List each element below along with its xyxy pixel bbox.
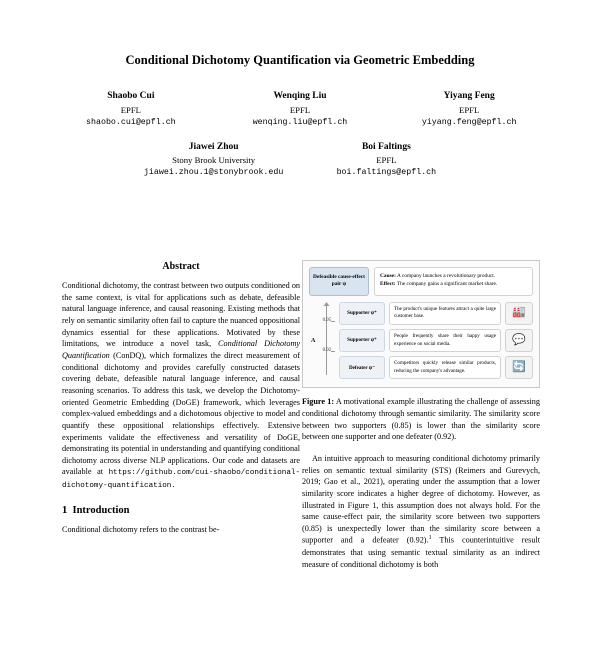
author-affiliation: Stony Brook University: [172, 155, 256, 166]
author-shaobo-cui: [46, 90, 215, 128]
row-text: The product's unique features attract a quite large customer base.: [389, 302, 501, 325]
right-paragraph-1b: This counterintuitive result demonstrates that using semantic textual similarity as an indirect measure of conditional dichotomy is both: [302, 536, 540, 569]
abstract-url[interactable]: https://github.com/cui-shaobo/conditional-dichotomy-quantification.: [62, 469, 300, 491]
effect-line: [380, 280, 527, 288]
author-name: Yiyang Feng: [443, 91, 495, 102]
footnote-marker: 1: [428, 535, 432, 542]
figure-caption: [302, 396, 540, 443]
figure-row-defeater: [339, 356, 533, 379]
defeasible-pair-box: Defeasible cause-effect pair ψ: [309, 267, 369, 296]
axis-letter: A: [311, 338, 316, 345]
figure-caption-label: Figure 1:: [302, 397, 335, 407]
figure-body: [309, 302, 533, 380]
cause-label: Cause:: [380, 273, 396, 279]
author-affiliation: EPFL: [289, 105, 311, 116]
section-heading-introduction: [62, 504, 300, 519]
abstract-heading: Abstract: [162, 261, 200, 272]
author-email: boi.faltings@epfl.ch: [336, 168, 437, 178]
author-name: Boi Faltings: [361, 141, 411, 152]
cause-text: A company launches a revolutionary product.: [396, 273, 496, 279]
abstract-text-1: Conditional dichotomy, the contrast between two outputs conditioned on the same context, is vital for applications such as debate, defeasible natural language inference, and causal reasoning. Existing methods that rely on semantic similarity often fail to capture the nuanced oppositional dynamics essential for these applications. Motivated by these limitations, we introduce a novel task,: [62, 281, 301, 349]
speech-bubble-icon: 💬: [505, 329, 533, 352]
right-column: [302, 260, 540, 576]
body-columns: [0, 260, 600, 652]
author-row-2: [46, 141, 554, 179]
similarity-axis: [309, 302, 335, 380]
cause-effect-box: [374, 267, 533, 296]
figure-1: [302, 260, 540, 388]
cause-line: [380, 272, 527, 280]
row-tag: Supporter ψ⁺: [339, 302, 385, 325]
author-yiyang-feng: [385, 90, 554, 128]
section-number: 1: [62, 505, 68, 516]
abstract-task-name: Conditional Dichotomy Quantification: [62, 339, 300, 361]
right-paragraph-1: [302, 453, 540, 570]
author-email: yiyang.feng@epfl.ch: [421, 117, 517, 127]
axis-arrow-icon: [324, 302, 330, 306]
author-affiliation: EPFL: [459, 105, 480, 116]
figure-row-supporter-1: [339, 302, 533, 325]
author-affiliation: EPFL: [376, 155, 397, 166]
author-name: Jiawei Zhou: [188, 141, 239, 152]
effect-text: The company gains a significant market share.: [396, 281, 498, 288]
author-email: shaobo.cui@epfl.ch: [86, 117, 176, 127]
author-name: Shaobo Cui: [107, 91, 155, 102]
section-title: Introduction: [72, 505, 130, 516]
factory-icon: 🏭: [505, 302, 533, 325]
author-name: Wenqing Liu: [273, 91, 327, 102]
author-wenqing-liu: [215, 90, 384, 128]
axis-tick-0: 0.95: [309, 318, 331, 325]
figure-top-row: [309, 267, 533, 296]
row-tag: Supporter ψ⁺: [339, 329, 385, 352]
introduction-paragraph: Conditional dichotomy refers to the contrast be-: [62, 524, 220, 534]
author-affiliation: EPFL: [120, 105, 141, 116]
author-block: [46, 90, 554, 179]
author-boi-faltings: [300, 141, 473, 179]
abstract-text-2: (ConDQ), which formalizes the direct measurement of conditional dichotomy and provides carefully constructed datasets covering debate, defeasible natural language inference, and causal reasoning scenarios. To address this task, we develop the Dichotomy-oriented Geometric Embedding (DoGE) framework, which leverages complex-valued embeddings and a dichotomous objective to model and quantify these oppositional relationships effectively. Extensive experiments validate the effectiveness and versatility of DoGE, demonstrating its potential in understanding and quantifying conditional dichotomy across diverse NLP applications. Our code and datasets are available at: [62, 351, 300, 477]
figure-caption-text: A motivational example illustrating the challenge of assessing conditional dichotomy through semantic similarity. The similarity score between two supporters (0.85) is lower than the similarity score between one supporter and one defeater (0.92).: [302, 397, 540, 442]
row-tag: Defeater ψ⁻: [339, 356, 385, 379]
left-column: [62, 260, 300, 542]
page-title: Conditional Dichotomy Quantification via Geometric Embedding: [125, 53, 475, 67]
row-text: Competitors quickly release similar products, reducing the company's advantage.: [389, 356, 501, 379]
right-paragraph-1a: An intuitive approach to measuring conditional dichotomy primarily relies on semantic textual similarity (STS) (Reimers and Gurevych, 2019; Gao et al., 2021), operating under the assumption that a lower similarity score indicates a higher degree of dichotomy. However, as illustrated in Figure 1, this assumption does not always hold. For the same cause-effect pair, the similarity score between two supporters (0.85) is unexpectedly lower than the similarity score between a supporter and a defeater (0.92).: [302, 454, 540, 546]
recycle-icon: 🔄: [505, 356, 533, 379]
author-email: jiawei.zhou.1@stonybrook.edu: [143, 168, 284, 178]
row-text: People frequently share their happy usage experience on social media.: [389, 329, 501, 352]
author-email: wenqing.liu@epfl.ch: [252, 117, 348, 127]
paper-page: [0, 52, 600, 652]
axis-tick-1: 0.92: [309, 348, 331, 355]
author-jiawei-zhou: [127, 141, 300, 179]
abstract-paragraph: [62, 280, 300, 492]
figure-rows: [339, 302, 533, 380]
axis-line: [326, 306, 327, 376]
effect-label: Effect:: [380, 281, 396, 288]
figure-row-supporter-2: [339, 329, 533, 352]
author-row-1: [46, 90, 554, 128]
